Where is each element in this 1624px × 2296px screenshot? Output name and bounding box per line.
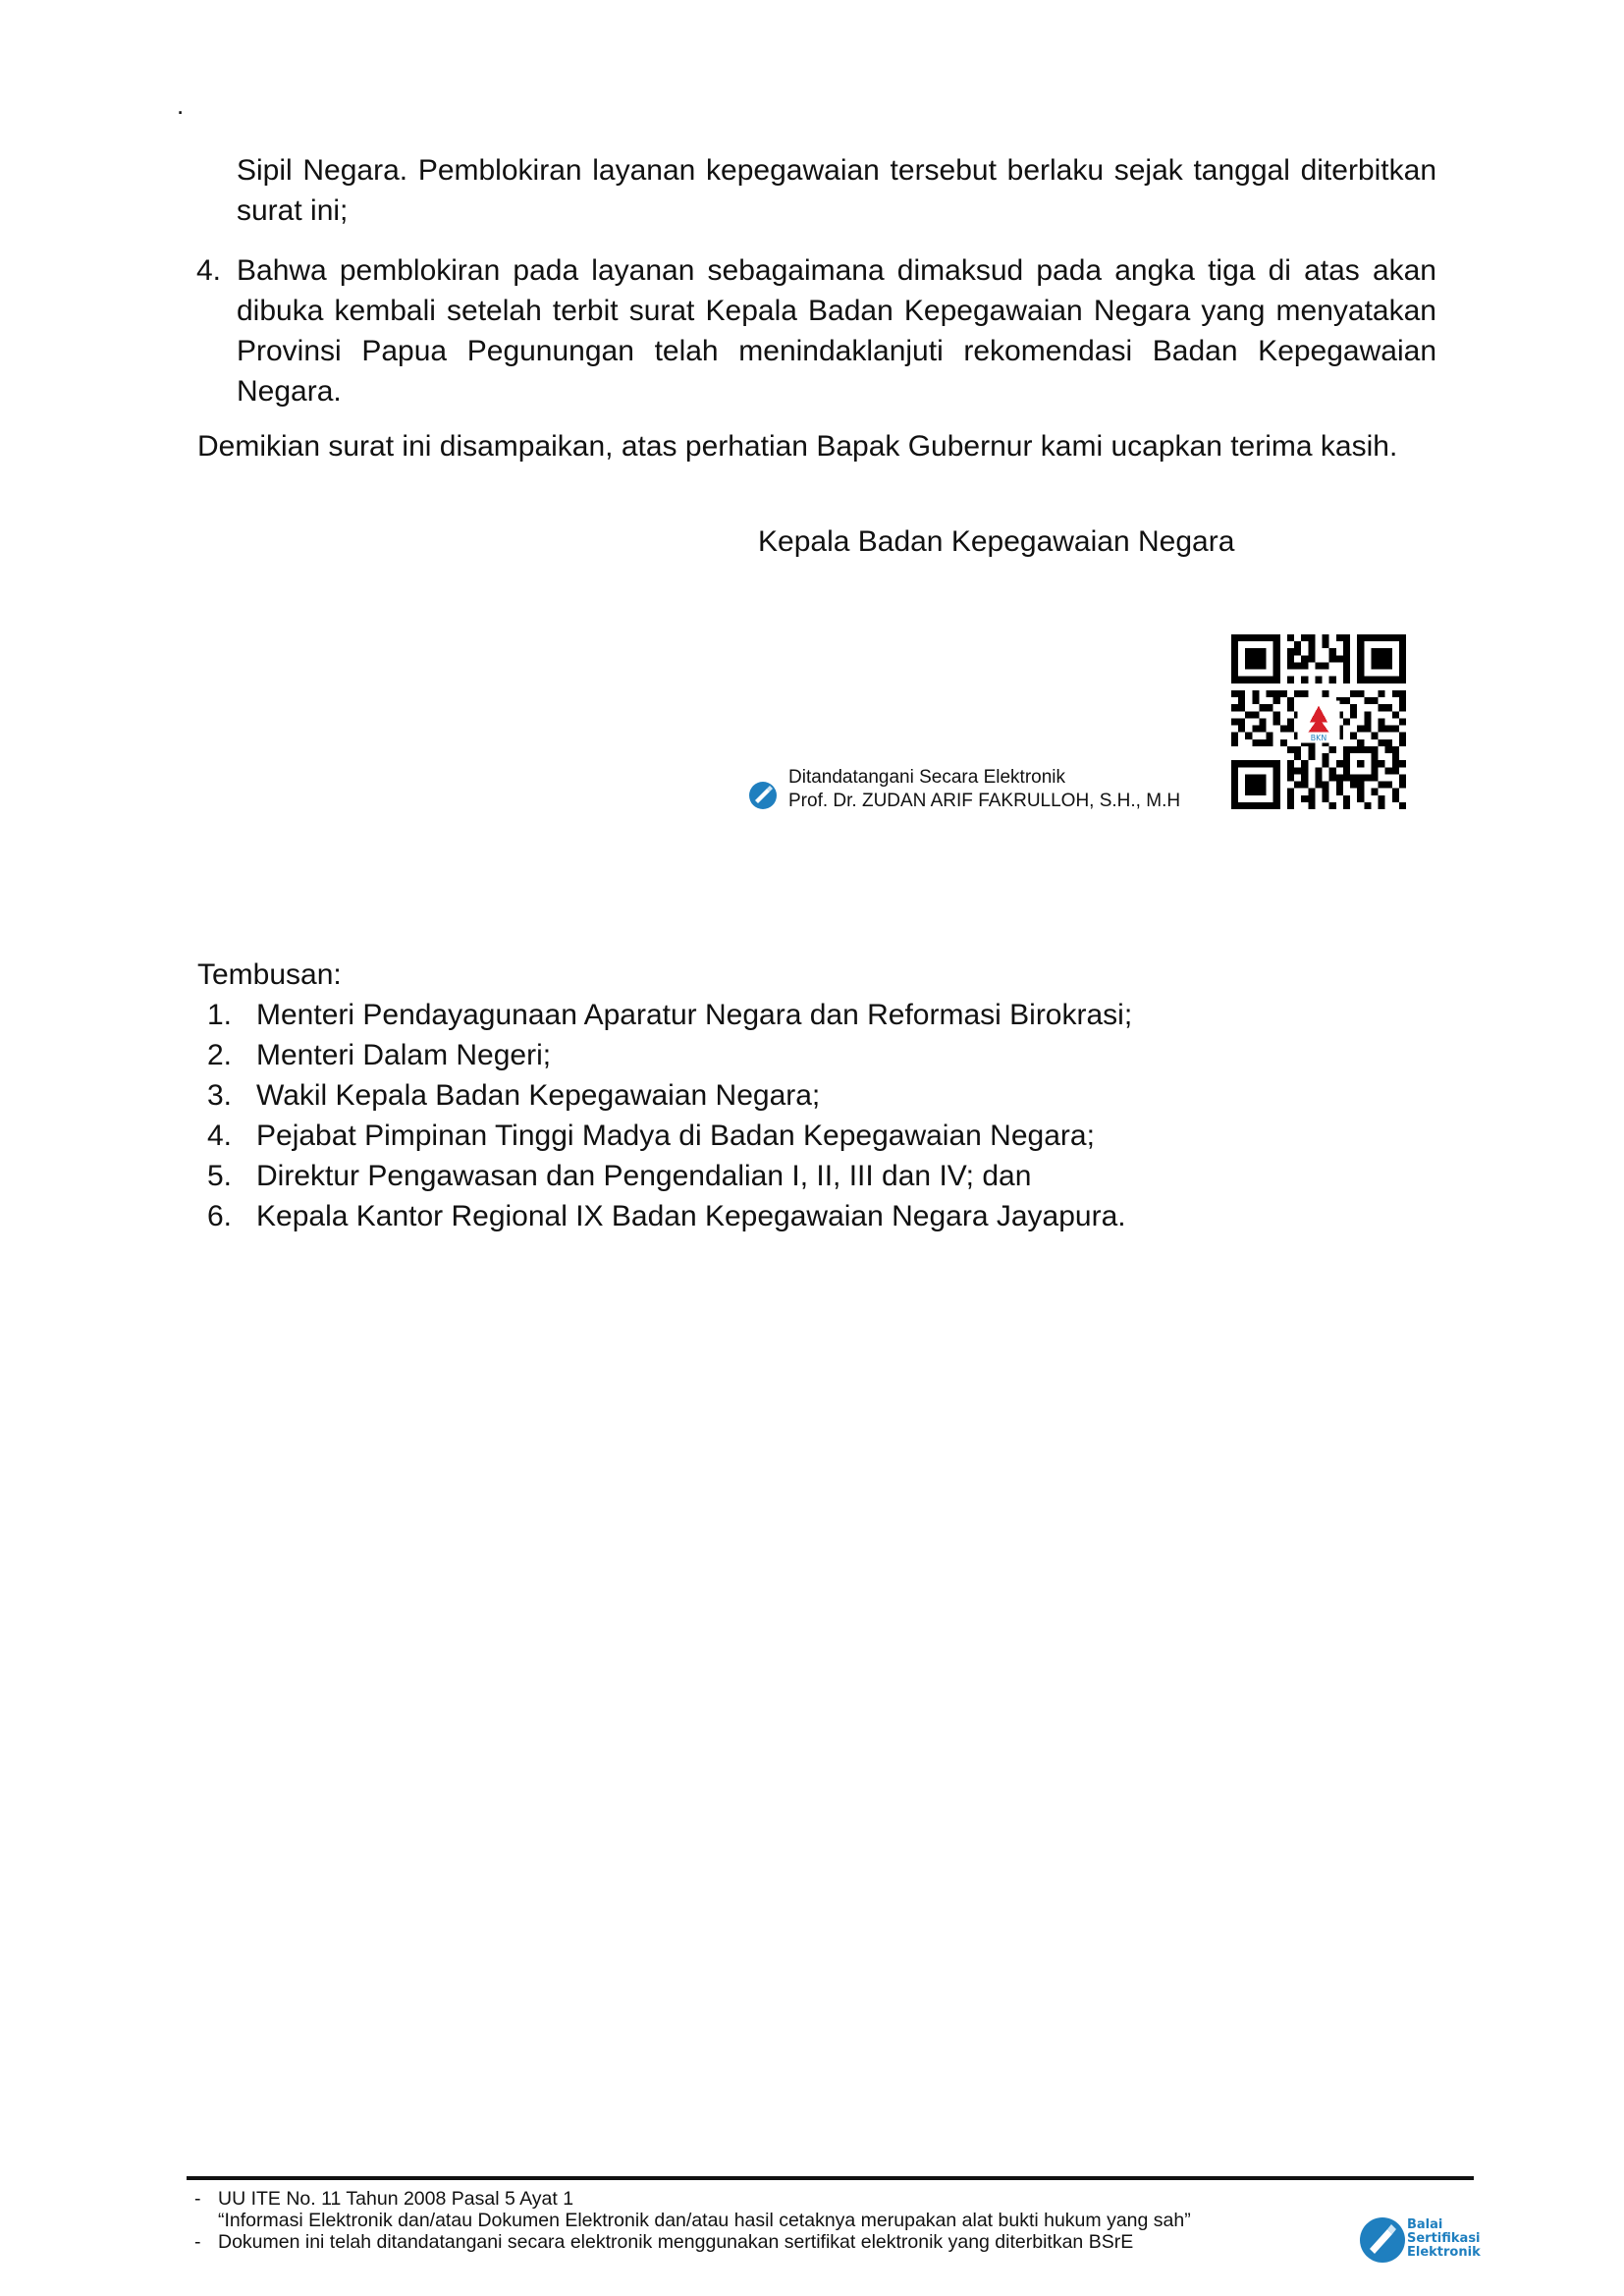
continuation-paragraph: Sipil Negara. Pemblokiran layanan kepegawaian tersebut berlaku sejak tanggal diterbitkan surat ini; <box>237 154 1436 227</box>
bsre-logo-line: Sertifikasi <box>1407 2231 1481 2246</box>
list-number: 1. <box>207 999 233 1031</box>
footer-quote: “Informasi Elektronik dan/atau Dokumen Elektronik dan/atau hasil cetaknya merupakan alat bukti hukum yang sah” <box>218 2210 1191 2231</box>
esign-caption: Ditandatangani Secara Elektronik <box>788 767 1066 788</box>
signatory-name: Prof. Dr. ZUDAN ARIF FAKRULLOH, S.H., M.H <box>788 791 1180 811</box>
list-number: 3. <box>207 1079 233 1112</box>
list-text: Menteri Dalam Negeri; <box>256 1039 552 1071</box>
qr-code <box>1231 634 1406 809</box>
bsre-logo-line: Elektronik <box>1407 2245 1481 2260</box>
footer-bullet: - <box>194 2231 201 2253</box>
bsre-logo-text <box>1407 2218 1481 2260</box>
page-mark: . <box>177 90 185 120</box>
list-number: 2. <box>207 1039 233 1071</box>
closing-sentence: Demikian surat ini disampaikan, atas perhatian Bapak Gubernur kami ucapkan terima kasih. <box>197 430 1398 463</box>
footer-divider <box>187 2176 1474 2180</box>
electronic-signature <box>748 762 1180 811</box>
point-4-paragraph: Bahwa pemblokiran pada layanan sebagaimana dimaksud pada angka tiga di atas akan dibuka kembali setelah terbit surat Kepala Badan Kepegawaian Negara yang menyatakan Provinsi Papua Pegunungan telah menindaklanjuti rekomendasi Badan Kepegawaian Negara. <box>237 254 1436 408</box>
bsre-seal-icon <box>748 781 778 810</box>
footer-bullet: - <box>194 2188 201 2210</box>
list-number: 4. <box>207 1120 233 1152</box>
list-text: Direktur Pengawasan dan Pengendalian I, II, III dan IV; dan <box>256 1160 1032 1192</box>
list-text: Menteri Pendayagunaan Aparatur Negara dan Reformasi Birokrasi; <box>256 999 1133 1031</box>
list-number: 5. <box>207 1160 233 1192</box>
point-number: 4. <box>196 254 222 287</box>
footer-law-text: UU ITE No. 11 Tahun 2008 Pasal 5 Ayat 1 <box>218 2188 574 2210</box>
list-text: Wakil Kepala Badan Kepegawaian Negara; <box>256 1079 821 1112</box>
list-number: 6. <box>207 1200 233 1232</box>
list-text: Pejabat Pimpinan Tinggi Madya di Badan Kepegawaian Negara; <box>256 1120 1095 1152</box>
bkn-logo-text: BKN <box>1310 734 1327 743</box>
signatory-title: Kepala Badan Kepegawaian Negara <box>758 525 1235 558</box>
bsre-logo-line: Balai <box>1407 2217 1443 2232</box>
footer-bsre-text: Dokumen ini telah ditandatangani secara elektronik menggunakan sertifikat elektronik yang diterbitkan BSrE <box>218 2231 1134 2253</box>
list-text: Kepala Kantor Regional IX Badan Kepegawaian Negara Jayapura. <box>256 1200 1126 1232</box>
tembusan-heading: Tembusan: <box>197 958 342 991</box>
